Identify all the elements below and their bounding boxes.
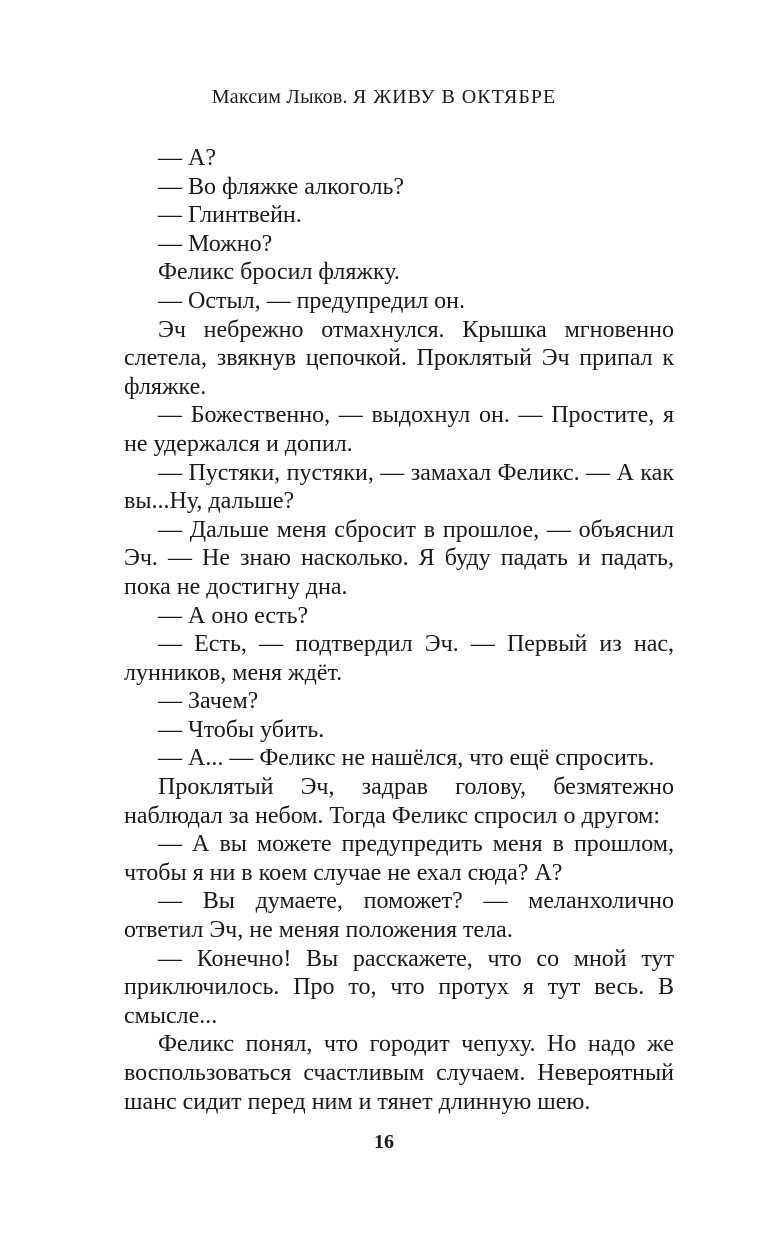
paragraph: Феликс бросил фляжку. — [158, 259, 400, 286]
paragraph: — А... — Феликс не нашёлся, что ещё спросить. — [158, 745, 655, 772]
body-text — [124, 144, 674, 1116]
paragraph: — А оно есть? — [158, 602, 309, 629]
paragraph: — Дальше меня сбросит в прошлое, — объяснил Эч. — Не знаю насколько. Я буду падать и падать, пока не достигну дна. — [124, 516, 674, 600]
paragraph: — Пустяки, пустяки, — замахал Феликс. — А как вы...Ну, дальше? — [124, 459, 674, 515]
paragraph: — Есть, — подтвердил Эч. — Первый из нас, лунников, меня ждёт. — [124, 631, 674, 686]
paragraph: — Чтобы убить. — [158, 716, 325, 743]
header-author: Максим Лыков — [211, 86, 343, 108]
paragraph: — А вы можете предупредить меня в прошлом, чтобы я ни в коем случае не ехал сюда? А? — [124, 831, 674, 886]
paragraph: — Зачем? — [158, 688, 259, 715]
paragraph: — Глинтвейн. — [158, 202, 302, 229]
running-header — [0, 84, 768, 110]
paragraph: Эч небрежно отмахнулся. Крышка мгновенно слетела, звякнув цепочкой. Проклятый Эч припал к фляжке. — [124, 316, 674, 400]
paragraph: Проклятый Эч, задрав голову, безмятежно наблюдал за небом. Тогда Феликс спросил о другом: — [124, 774, 674, 829]
paragraph: Феликс понял, что городит чепуху. Но надо же воспользоваться счастливым случаем. Невероятный шанс сидит перед ним и тянет длинную шею. — [124, 1031, 674, 1115]
header-book-title: Я ЖИВУ В ОКТЯБРЕ — [352, 86, 557, 108]
paragraph: — Вы думаете, поможет? — меланхолично ответил Эч, не меняя положения тела. — [124, 888, 674, 944]
header-separator: . — [342, 86, 353, 108]
paragraph: — Во фляжке алкоголь? — [158, 173, 405, 200]
paragraph: — А? — [158, 145, 216, 171]
paragraph: — Можно? — [158, 230, 273, 257]
paragraph: — Остыл, — предупредил он. — [158, 287, 466, 314]
page-number: 16 — [374, 1131, 394, 1153]
paragraph: — Божественно, — выдохнул он. — Простите, я не удержался и допил. — [124, 402, 674, 457]
paragraph: — Конечно! Вы расскажете, что со мной тут приключилось. Про то, что протух я тут весь. В смысле... — [124, 945, 674, 1029]
